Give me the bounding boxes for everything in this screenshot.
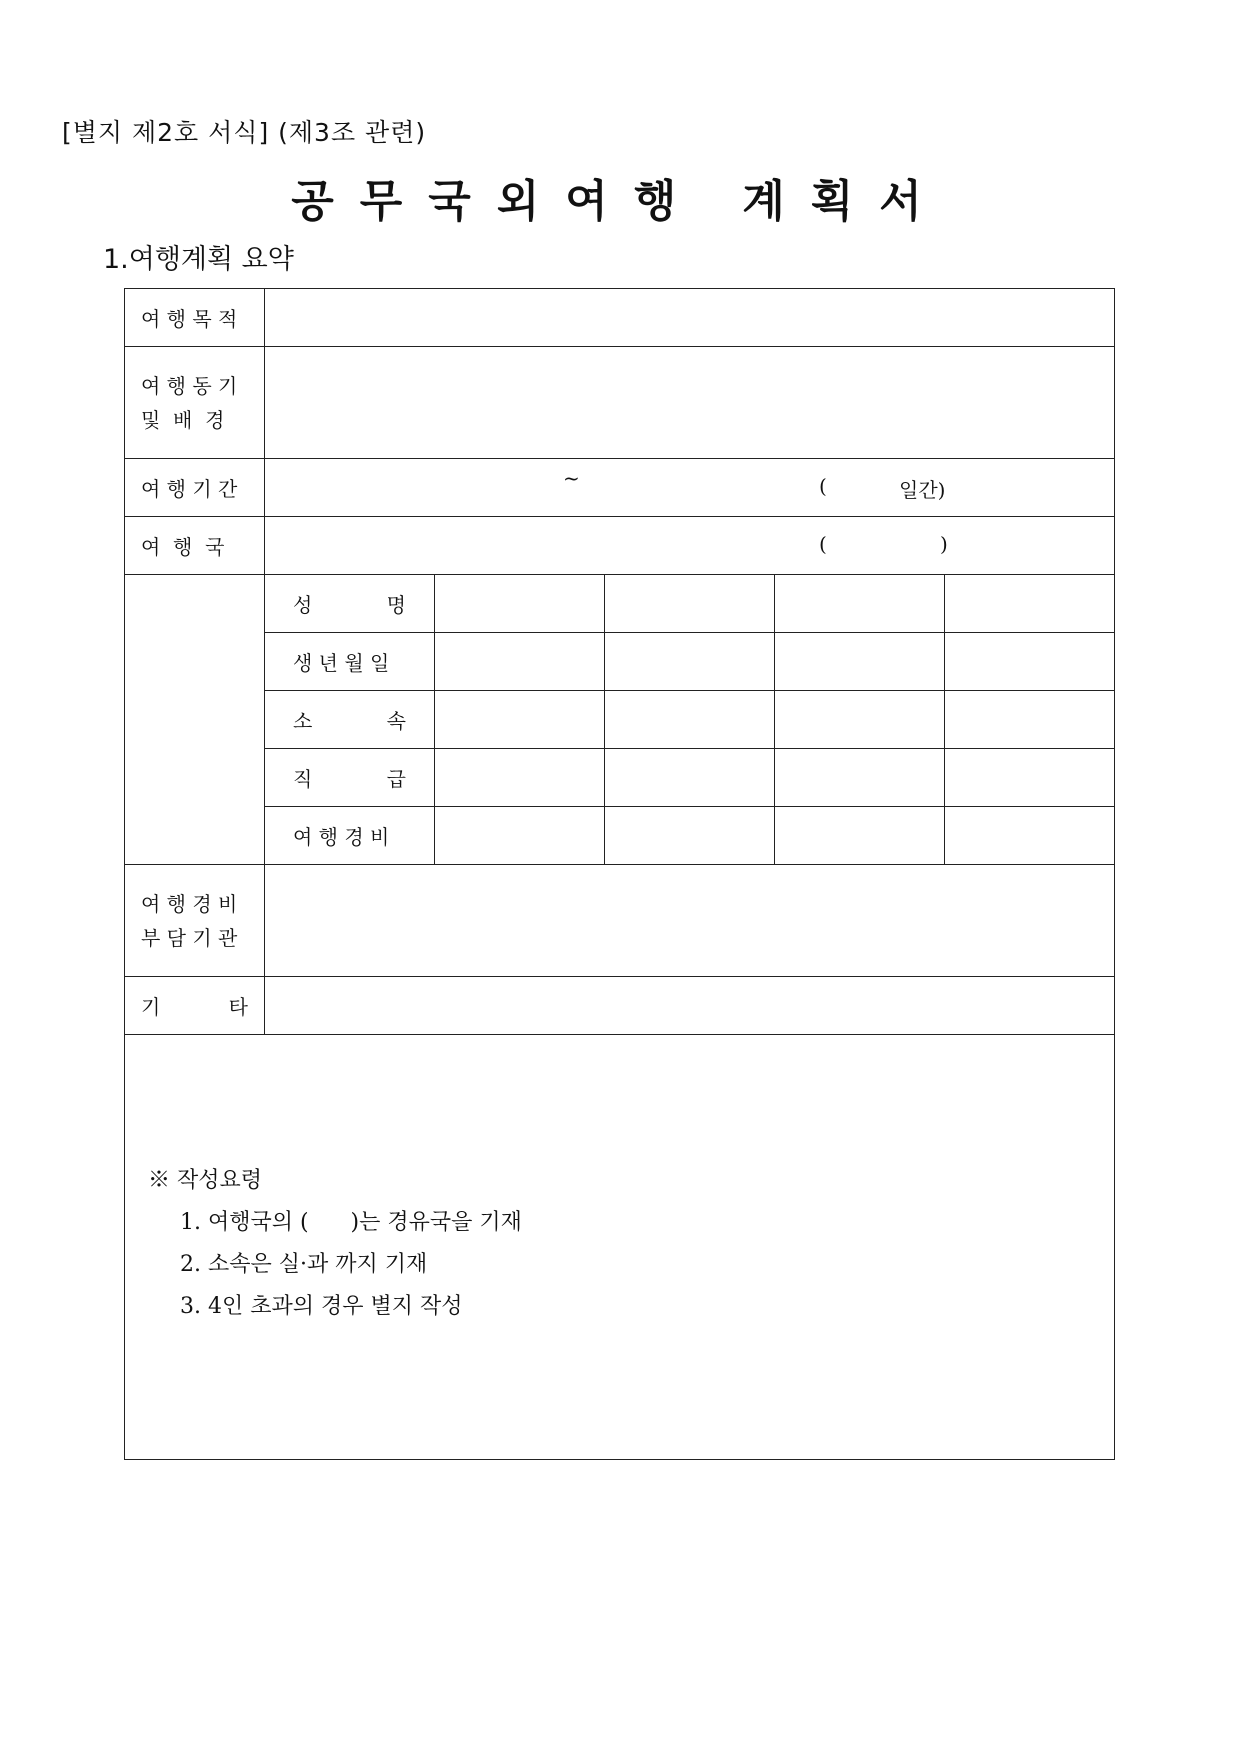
etc-field[interactable] (265, 977, 1115, 1035)
traveler-1-expense[interactable] (435, 807, 605, 865)
rank-right: 급 (386, 767, 406, 791)
name-left: 성 (293, 593, 313, 617)
traveler-2-affiliation[interactable] (605, 691, 775, 749)
period-tilde: ~ (563, 465, 580, 490)
expense-label: 여 행 경 비 (293, 825, 390, 849)
traveler-2-name[interactable] (605, 575, 775, 633)
traveler-4-expense[interactable] (945, 807, 1115, 865)
traveler-4-rank[interactable] (945, 749, 1115, 807)
motive-label-line1: 여 행 동 기 (141, 373, 238, 398)
traveler-2-expense[interactable] (605, 807, 775, 865)
traveler-2-rank[interactable] (605, 749, 775, 807)
guide-item-1: 1. 여행국의 ( )는 경유국을 기재 (180, 1210, 522, 1235)
motive-field[interactable] (265, 347, 1115, 459)
traveler-1-birthdate[interactable] (435, 633, 605, 691)
purpose-label: 여 행 목 적 (125, 289, 265, 347)
traveler-2-birthdate[interactable] (605, 633, 775, 691)
traveler-group-label (125, 575, 265, 865)
traveler-1-rank[interactable] (435, 749, 605, 807)
country-label: 여 행 국 (125, 517, 265, 575)
traveler-1-name[interactable] (435, 575, 605, 633)
document-title (0, 165, 1239, 229)
traveler-4-name[interactable] (945, 575, 1115, 633)
affiliation-left: 소 (293, 709, 313, 733)
guide-item-3: 3. 4인 초과의 경우 별지 작성 (180, 1294, 463, 1319)
etc-left: 기 (141, 995, 161, 1019)
period-days-suffix: 일간) (899, 477, 946, 502)
rank-left: 직 (293, 767, 313, 791)
expense-org-line1: 여 행 경 비 (141, 891, 238, 916)
traveler-3-affiliation[interactable] (775, 691, 945, 749)
traveler-3-name[interactable] (775, 575, 945, 633)
etc-label (125, 977, 265, 1035)
country-paren-close: ) (940, 531, 948, 556)
etc-right: 타 (228, 995, 248, 1019)
period-days-open: ( (819, 473, 827, 498)
section-title: 1.여행계획 요약 (103, 244, 294, 275)
name-right: 명 (386, 593, 406, 617)
traveler-row-label-birthdate (265, 633, 435, 691)
motive-label-line2: 및 배 경 (141, 407, 225, 432)
title-word-1: 공무국외여행 (291, 176, 703, 227)
motive-label (125, 347, 265, 459)
traveler-4-affiliation[interactable] (945, 691, 1115, 749)
country-field[interactable] (265, 517, 1115, 575)
traveler-3-rank[interactable] (775, 749, 945, 807)
traveler-3-birthdate[interactable] (775, 633, 945, 691)
writing-guide (148, 1160, 522, 1328)
expense-org-line2: 부 담 기 관 (141, 925, 238, 950)
traveler-row-label-rank (265, 749, 435, 807)
affiliation-right: 속 (386, 709, 406, 733)
guide-heading: ※ 작성요령 (148, 1168, 263, 1193)
expense-org-field[interactable] (265, 865, 1115, 977)
traveler-row-label-affiliation (265, 691, 435, 749)
traveler-4-birthdate[interactable] (945, 633, 1115, 691)
expense-org-label (125, 865, 265, 977)
traveler-row-label-name (265, 575, 435, 633)
guide-item-2: 2. 소속은 실·과 까지 기재 (180, 1252, 428, 1277)
traveler-1-affiliation[interactable] (435, 691, 605, 749)
traveler-row-label-expense (265, 807, 435, 865)
birthdate-label: 생 년 월 일 (293, 651, 390, 675)
period-field[interactable] (265, 459, 1115, 517)
traveler-3-expense[interactable] (775, 807, 945, 865)
purpose-field[interactable] (265, 289, 1115, 347)
form-reference: [별지 제2호 서식] (제3조 관련) (62, 118, 427, 147)
title-word-2: 계획서 (742, 176, 948, 227)
period-label: 여 행 기 간 (125, 459, 265, 517)
country-paren-open: ( (819, 531, 827, 556)
